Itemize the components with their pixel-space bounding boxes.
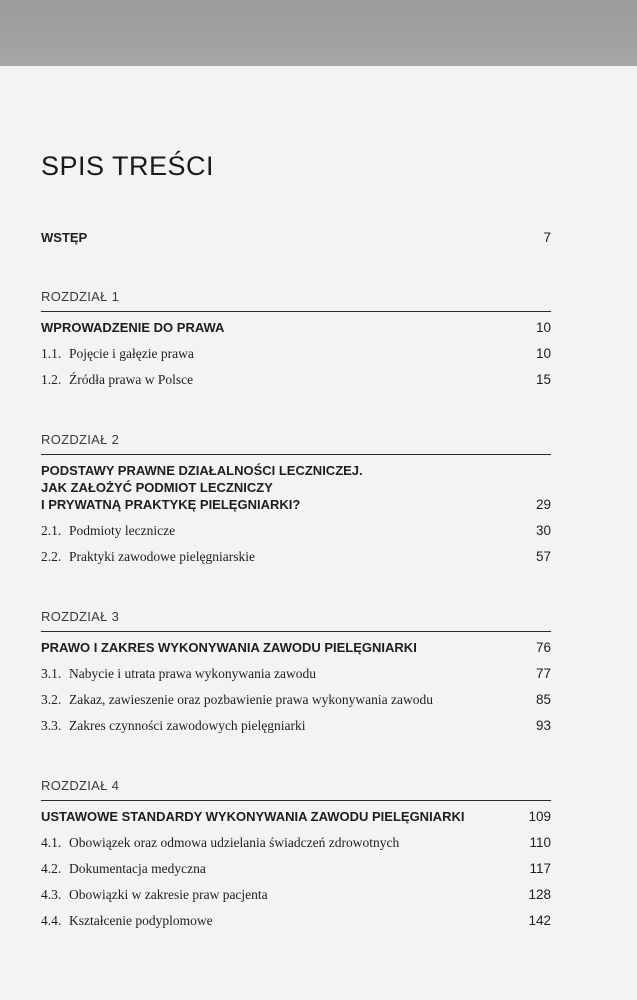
chapter-label: ROZDZIAŁ 2 [41, 432, 120, 447]
chapter-heading [41, 631, 551, 656]
section-entry [41, 665, 551, 682]
section-list [41, 665, 551, 734]
section-entry [41, 371, 551, 388]
chapter-title-line: WPROWADZENIE DO PRAWA [41, 320, 225, 335]
section-text [41, 371, 193, 388]
section-number: 3.3. [41, 718, 62, 733]
section-page: 30 [535, 523, 551, 538]
chapter-list [41, 287, 551, 929]
page-title: SPIS TREŚCI [41, 151, 215, 181]
section-entry [41, 345, 551, 362]
section-entry [41, 522, 551, 539]
section-title: Obowiązek oraz odmowa udzielania świadczeń zdrowotnych [69, 835, 400, 850]
chapter-title-line: I PRYWATNĄ PRAKTYKĘ PIELĘGNIARKI? [41, 497, 301, 512]
section-number: 1.2. [41, 372, 62, 387]
chapter-label: ROZDZIAŁ 3 [41, 609, 120, 624]
chapter-page: 76 [535, 640, 551, 655]
section-title: Zakres czynności zawodowych pielęgniarki [69, 718, 306, 733]
section-page: 110 [529, 835, 551, 850]
section-page: 117 [529, 861, 551, 876]
chapter-title-line: USTAWOWE STANDARDY WYKONYWANIA ZAWODU PIELĘGNIARKI [41, 809, 465, 824]
section-text [41, 548, 255, 565]
section-title: Zakaz, zawieszenie oraz pozbawienie prawa wykonywania zawodu [69, 692, 433, 707]
section-entry [41, 834, 551, 851]
section-page: 57 [535, 549, 551, 564]
chapter-heading [41, 454, 551, 513]
chapter-heading [41, 311, 551, 336]
section-number: 2.1. [41, 523, 62, 538]
section-list [41, 345, 551, 388]
intro-entry [41, 230, 551, 245]
chapter-title [41, 808, 464, 825]
section-entry [41, 860, 551, 877]
section-text [41, 886, 268, 903]
section-number: 1.1. [41, 346, 62, 361]
section-title: Praktyki zawodowe pielęgniarskie [69, 549, 255, 564]
section-page: 85 [535, 692, 551, 707]
section-page: 93 [535, 718, 551, 733]
section-page: 77 [535, 666, 551, 681]
section-number: 4.1. [41, 835, 62, 850]
chapter-title-line: PRAWO I ZAKRES WYKONYWANIA ZAWODU PIELĘGNIARKI [41, 640, 417, 655]
section-text [41, 717, 306, 734]
table-of-contents [41, 146, 551, 929]
section-text [41, 860, 206, 877]
section-entry [41, 886, 551, 903]
section-title: Nabycie i utrata prawa wykonywania zawodu [69, 666, 317, 681]
intro-page: 7 [543, 230, 551, 245]
section-title: Dokumentacja medyczna [69, 861, 206, 876]
section-number: 4.4. [41, 913, 62, 928]
section-text [41, 691, 433, 708]
chapter-label: ROZDZIAŁ 1 [41, 289, 120, 304]
chapter-3 [41, 607, 551, 734]
section-number: 2.2. [41, 549, 62, 564]
chapter-2 [41, 430, 551, 565]
section-number: 3.2. [41, 692, 62, 707]
section-text [41, 522, 175, 539]
section-number: 3.1. [41, 666, 62, 681]
section-text [41, 665, 316, 682]
intro-label: WSTĘP [41, 230, 88, 245]
section-title: Źródła prawa w Polsce [69, 372, 194, 387]
section-title: Podmioty lecznicze [69, 523, 176, 538]
chapter-page: 109 [528, 809, 551, 824]
chapter-title-line: JAK ZAŁOŻYĆ PODMIOT LECZNICZY [41, 480, 273, 495]
section-list [41, 522, 551, 565]
chapter-label: ROZDZIAŁ 4 [41, 778, 120, 793]
chapter-heading [41, 800, 551, 825]
chapter-page: 10 [535, 320, 551, 335]
section-entry [41, 548, 551, 565]
section-title: Obowiązki w zakresie praw pacjenta [69, 887, 268, 902]
chapter-1 [41, 287, 551, 388]
chapter-title [41, 319, 224, 336]
section-title: Kształcenie podyplomowe [69, 913, 213, 928]
section-page: 128 [528, 887, 551, 902]
section-entry [41, 691, 551, 708]
section-entry [41, 717, 551, 734]
chapter-4 [41, 776, 551, 929]
section-page: 10 [535, 346, 551, 361]
chapter-page: 29 [535, 497, 551, 512]
section-number: 4.2. [41, 861, 62, 876]
chapter-title [41, 462, 363, 513]
chapter-title [41, 639, 417, 656]
top-scan-band [0, 0, 637, 66]
section-page: 15 [535, 372, 551, 387]
section-entry [41, 912, 551, 929]
section-text [41, 345, 194, 362]
section-text [41, 834, 399, 851]
section-number: 4.3. [41, 887, 62, 902]
section-title: Pojęcie i gałęzie prawa [69, 346, 194, 361]
chapter-title-line: PODSTAWY PRAWNE DZIAŁALNOŚCI LECZNICZEJ. [41, 463, 363, 478]
section-text [41, 912, 213, 929]
section-page: 142 [528, 913, 551, 928]
section-list [41, 834, 551, 929]
